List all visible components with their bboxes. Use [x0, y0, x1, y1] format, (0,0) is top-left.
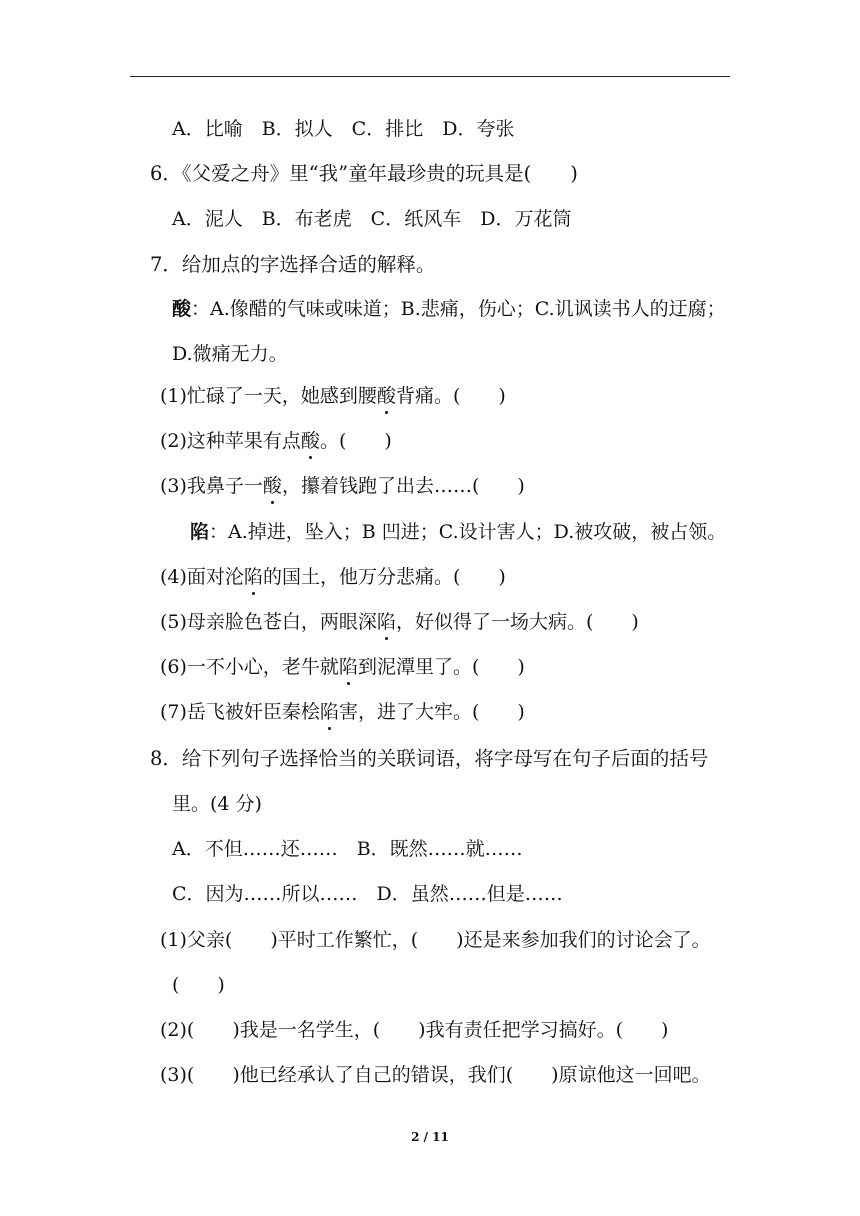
- item-text: 害，进了大牢。( ): [338, 701, 525, 723]
- item-text: 背痛。( ): [395, 385, 506, 407]
- header-rule: [130, 76, 730, 77]
- q8-item-1-answer: ( ): [172, 974, 225, 996]
- q8-item-1: (1)父亲( )平时工作繁忙，( )还是来参加我们的讨论会了。: [160, 929, 711, 951]
- xian-definition: [190, 520, 726, 544]
- suan-head: 酸: [172, 298, 192, 320]
- q5-options: A．比喻 B．拟人 C．排比 D．夸张: [172, 118, 515, 140]
- dotted-char: 陷: [319, 701, 339, 723]
- item-text: (5)母亲脸色苍白，两眼深: [160, 611, 377, 633]
- q7-item-7: [160, 700, 525, 724]
- q6-options: A．泥人 B．布老虎 C．纸风车 D．万花筒: [172, 208, 572, 230]
- q7-item-5: [160, 610, 639, 634]
- suan-def-line2: D.微痛无力。: [172, 343, 288, 365]
- item-text: (4)面对沦: [160, 566, 244, 588]
- dotted-char: 酸: [300, 430, 320, 452]
- q8-item-2: (2)( )我是一名学生，( )我有责任把学习搞好。( ): [160, 1019, 669, 1041]
- item-text: (3)我鼻子一: [160, 475, 263, 497]
- q7-stem: 7．给加点的字选择合适的解释。: [150, 253, 436, 276]
- dotted-char: 陷: [376, 611, 396, 633]
- dotted-char: 陷: [338, 656, 358, 678]
- q8-options-line1: A．不但……还…… B．既然……就……: [172, 838, 523, 860]
- q8-item-3: (3)( )他已经承认了自己的错误，我们( )原谅他这一回吧。: [160, 1064, 711, 1086]
- q7-item-2: [160, 429, 392, 453]
- q7-item-6: [160, 655, 525, 679]
- xian-head: 陷: [190, 521, 210, 543]
- xian-def: ：A.掉进，坠入；B 凹进；C.设计害人；D.被攻破，被占领。: [209, 521, 727, 543]
- dotted-char: 陷: [243, 566, 263, 588]
- q8-stem-line2: 里。(4 分): [172, 793, 262, 815]
- q8-options-line2: C．因为……所以…… D．虽然……但是……: [172, 883, 563, 905]
- item-text: (2)这种苹果有点: [160, 430, 301, 452]
- item-text: (1)忙碌了一天，她感到腰: [160, 385, 377, 407]
- suan-definition: [172, 297, 726, 321]
- dotted-char: 酸: [376, 385, 396, 407]
- item-text: ，攥着钱跑了出去……( ): [281, 475, 525, 497]
- item-text: (6)一不小心，老牛就: [160, 656, 339, 678]
- item-text: (7)岳飞被奸臣秦桧: [160, 701, 320, 723]
- q7-item-1: [160, 384, 506, 408]
- suan-def-line1: ：A.像醋的气味或味道；B.悲痛，伤心；C.讥讽读书人的迂腐；: [191, 298, 726, 320]
- item-text: ，好似得了一场大病。( ): [395, 611, 639, 633]
- q7-item-4: [160, 565, 506, 589]
- q8-stem-line1: 8．给下列句子选择恰当的关联词语，将字母写在句子后面的括号: [150, 747, 709, 770]
- q7-item-3: [160, 474, 525, 498]
- q6-stem: 6．《父爱之舟》里“我”童年最珍贵的玩具是( ): [150, 162, 578, 185]
- item-text: 的国土，他万分悲痛。( ): [262, 566, 506, 588]
- item-text: 。( ): [319, 430, 392, 452]
- dotted-char: 酸: [262, 475, 282, 497]
- item-text: 到泥潭里了。( ): [357, 656, 525, 678]
- page-number: 2 / 11: [411, 1130, 449, 1144]
